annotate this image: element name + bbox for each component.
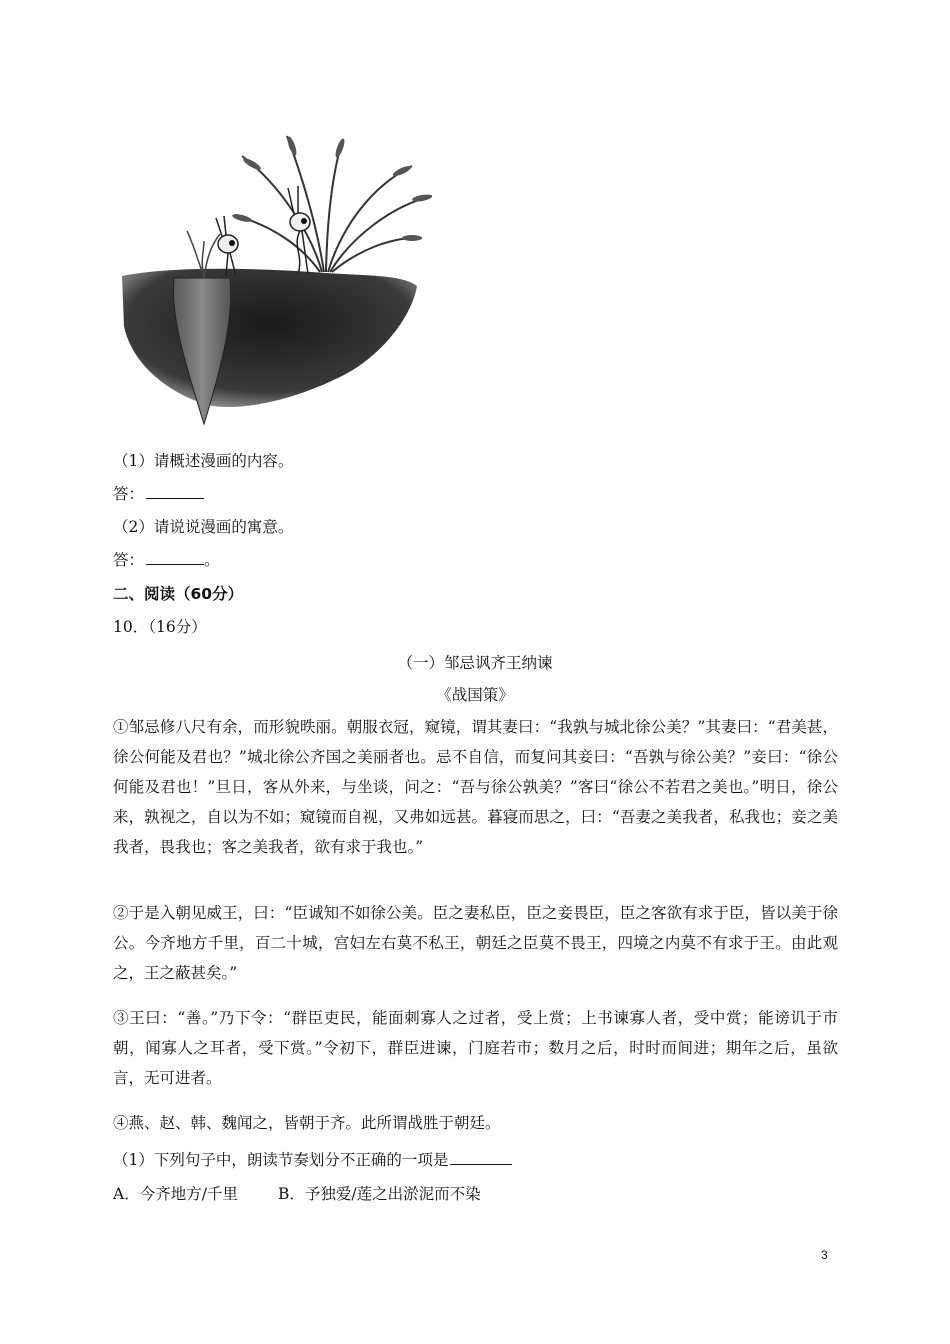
answer-1-line — [113, 484, 204, 504]
carrot-cartoon-image — [112, 126, 432, 426]
answer-2-line — [113, 550, 220, 570]
sub-question-1-text: （1）下列句子中，朗读节奏划分不正确的一项是 — [113, 1151, 449, 1169]
question-2: （2）请说说漫画的寓意。 — [113, 518, 294, 536]
passage-title: （一）邹忌讽齐王纳谏 — [397, 654, 553, 672]
option-b[interactable]: B．予独爱/莲之出淤泥而不染 — [278, 1185, 481, 1203]
answer-2-label: 答： — [113, 551, 145, 569]
paragraph-2: ②于是入朝见威王，曰：“臣诚知不如徐公美。臣之妻私臣，臣之妾畏臣，臣之客欲有求于臣，皆以美于徐公。今齐地方千里，百二十城，宫妇左右莫不私王，朝廷之臣莫不畏王，四境之内莫不有求于王。由此观之，王之蔽甚矣。” — [113, 904, 838, 982]
answer-1-blank[interactable] — [146, 484, 204, 499]
passage-source: 《战国策》 — [436, 686, 514, 704]
question-1: （1）请概述漫画的内容。 — [113, 452, 294, 470]
answer-2-blank[interactable] — [146, 550, 204, 565]
paragraph-1: ①邹忌修八尺有余，而形貌昳丽。朝服衣冠，窥镜，谓其妻曰：“我孰与城北徐公美？”其妻曰：“君美甚，徐公何能及君也？”城北徐公齐国之美丽者也。忌不自信，而复问其妾曰：“吾孰与徐公美？”妾曰：“徐公何能及君也！”旦日，客从外来，与坐谈，问之：“吾与徐公孰美？”客曰“徐公不若君之美也。”明日，徐公来，孰视之，自以为不如；窥镜而自视，又弗如远甚。暮寝而思之，曰：“吾妻之美我者，私我也；妾之美我者，畏我也；客之美我者，欲有求于我也。” — [113, 718, 838, 856]
option-a[interactable]: A．今齐地方/千里 — [113, 1185, 238, 1203]
answer-2-suffix: 。 — [204, 551, 220, 569]
question-10-label: 10．（16分） — [113, 618, 207, 636]
section-heading: 二、阅读（60分） — [113, 585, 244, 603]
answer-1-label: 答： — [113, 485, 145, 503]
paragraph-4: ④燕、赵、韩、魏闻之，皆朝于齐。此所谓战胜于朝廷。 — [113, 1114, 501, 1132]
paragraph-3: ③王曰：“善。”乃下令：“群臣吏民，能面刺寡人之过者，受上赏；上书谏寡人者，受中赏；能谤讥于市朝，闻寡人之耳者，受下赏。”令初下，群臣进谏，门庭若市；数月之后，时时而间进；期年之后，虽欲言，无可进者。 — [113, 1009, 838, 1087]
sub-question-1 — [113, 1150, 512, 1170]
page-number: 3 — [821, 1248, 828, 1262]
sub-question-1-options — [113, 1184, 481, 1204]
sub-question-1-blank[interactable] — [450, 1150, 512, 1165]
